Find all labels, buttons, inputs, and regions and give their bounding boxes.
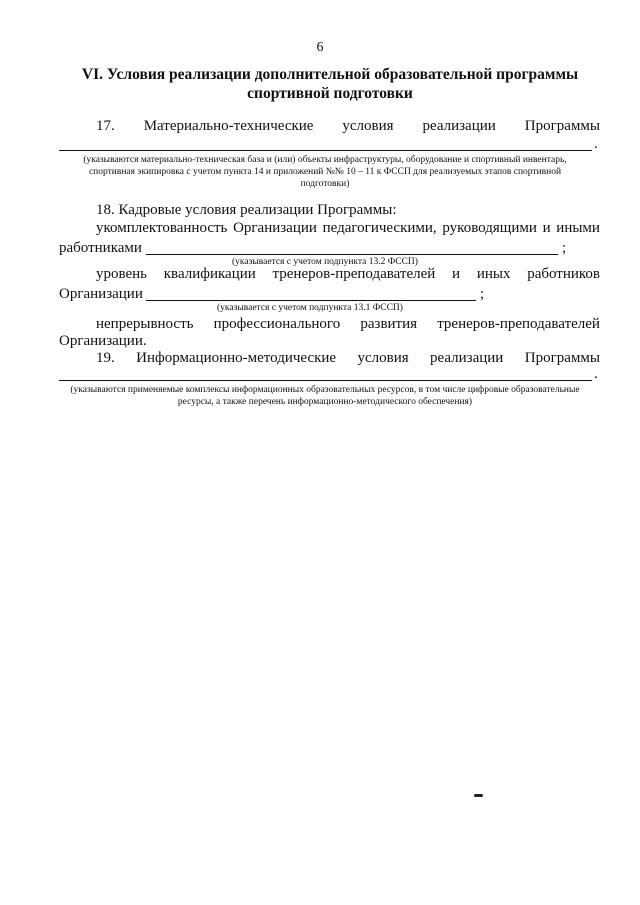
staffing-word: Организации [233,220,317,236]
development-word: развития [360,316,418,332]
qualification-word: и [452,266,461,282]
development-word: непрерывность [96,316,194,332]
staffing-word: иными [556,220,600,236]
item-19-word: реализации [430,350,504,366]
item-19-word: условия [357,350,409,366]
staffing-word: руководящими [442,220,537,236]
page-number: 6 [316,40,324,55]
staffing-word: укомплектованность [96,220,228,236]
item-17-terminator: . [594,136,598,152]
development-continuation: Организации. [59,333,147,349]
staffing-word: педагогическими, [322,220,437,236]
qualification-note: (указывается с учетом подпункта 13.1 ФССП) [217,303,403,313]
staffing-line [96,220,600,237]
qualification-word: квалификации [163,266,256,282]
item-18-heading: 18. Кадровые условия реализации Программы: [96,202,397,218]
development-line [96,316,600,333]
item-17-word: реализации [422,118,496,134]
qualification-line [96,266,600,283]
staffing-continuation: работниками [59,240,142,256]
item-17-word: Материально-технические [143,118,314,134]
qualification-word: иных [476,266,511,282]
qualification-word: работников [527,266,600,282]
item-19-fill-line [59,380,592,381]
item-17-word: 17. [96,118,115,134]
item-17-fill-line [59,150,592,151]
qualification-word: уровень [96,266,148,282]
qualification-continuation: Организации [59,286,143,302]
staffing-note: (указывается с учетом подпункта 13.2 ФССП) [232,257,418,267]
qualification-word: тренеров-преподавателей [272,266,436,282]
item-17-word: условия [342,118,394,134]
staffing-word: и [542,220,551,236]
item-17-note: (указываются материально-техническая база и (или) объекты инфраструктуры, оборудование и спортивный инвентарь, спортивная экипировка с учетом пункта 14 и приложений №№ 10 – 11 к ФССП для реализуемых этапов спортивной подготовки) [83,155,567,189]
staffing-terminator: ; [562,240,567,256]
staffing-fill-line [146,254,558,255]
item-17-line [96,118,600,135]
item-19-line [96,350,600,367]
item-19-word: Программы [524,350,600,366]
item-17-word: Программы [524,118,600,134]
development-word: тренеров-преподавателей [437,316,600,332]
item-19-note: (указываются применяемые комплексы информационных образовательных ресурсов, в том числе цифровые образовательные ресурсы, а также перечень информационно-методического обеспечения) [70,385,580,407]
development-word: профессионального [213,316,341,332]
item-19-word: 19. [96,350,115,366]
qualification-terminator: ; [480,286,485,302]
scan-mark [474,794,483,797]
item-19-word: Информационно-методические [136,350,337,366]
item-19-terminator: . [594,366,598,382]
qualification-fill-line [146,300,476,301]
section-title: VI. Условия реализации дополнительной образовательной программы спортивной подготовки [81,66,579,102]
